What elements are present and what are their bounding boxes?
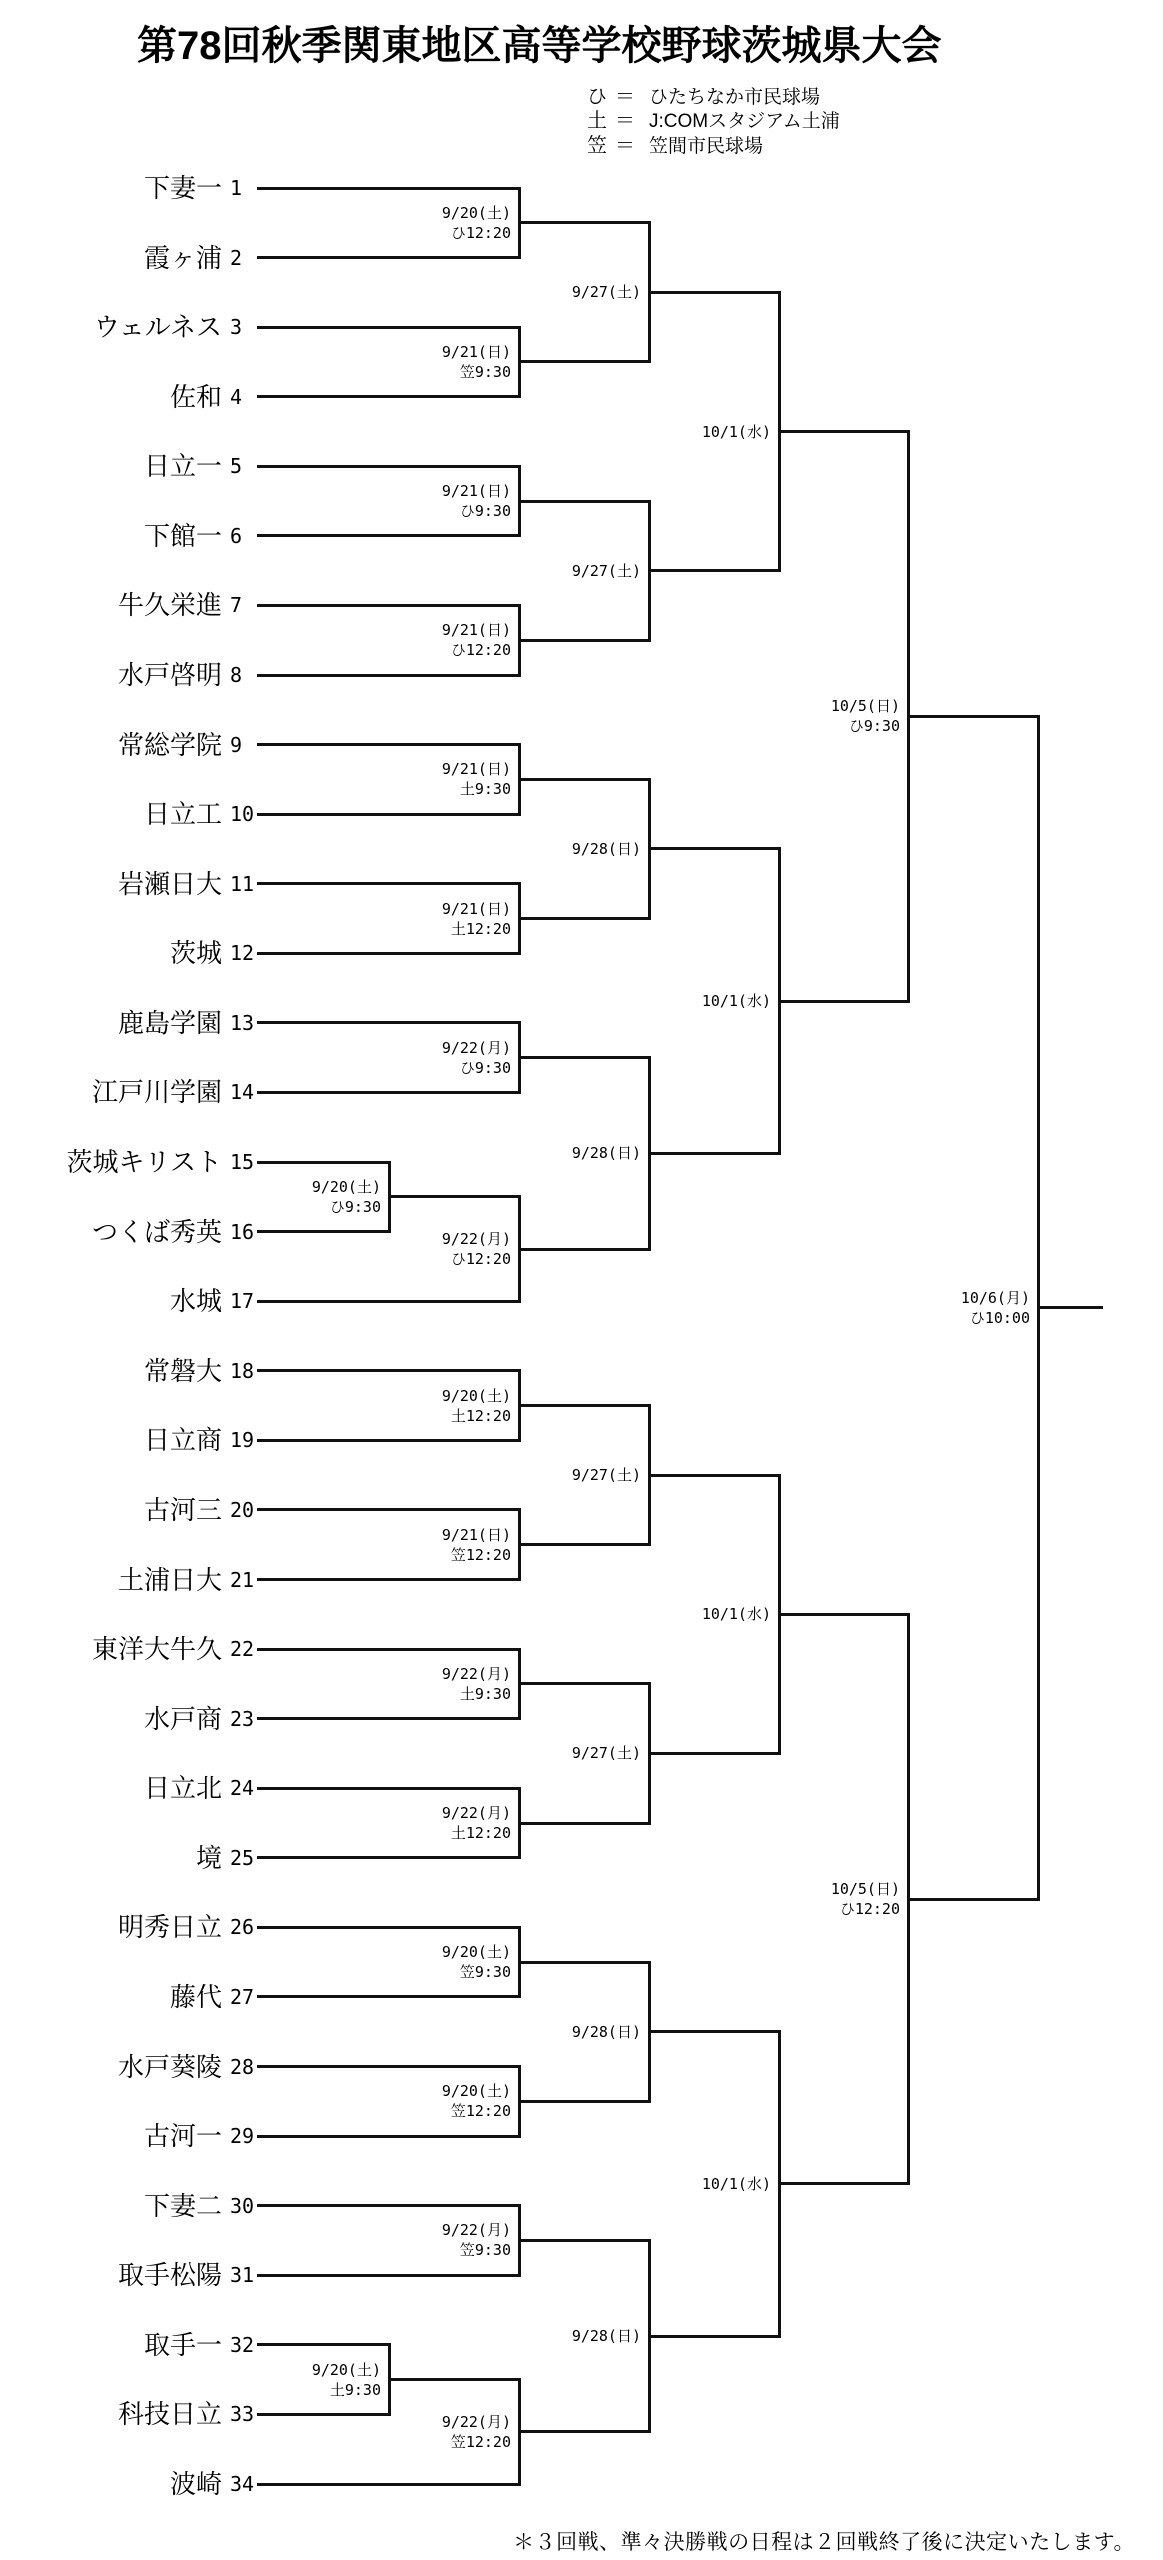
match-date: 9/22(月) [441, 2221, 511, 2240]
match-date: 9/28(日) [571, 1144, 641, 1163]
team-seed: 3 [230, 315, 243, 340]
team-line [257, 1787, 519, 1790]
match-venue-time: 笠9:30 [459, 1963, 511, 1982]
team-seed: 13 [230, 1010, 255, 1035]
team-line [257, 743, 519, 746]
team-name: 下妻一 [143, 173, 222, 203]
match-date: 9/22(月) [441, 1038, 511, 1057]
match-label [601, 2174, 771, 2194]
team-seed: 15 [230, 1150, 255, 1175]
match-venue-time: 土12:20 [450, 919, 511, 938]
match-date: 10/1(水) [701, 1605, 771, 1624]
legend-venue: ひたちなか市民球場 [649, 87, 821, 108]
match-label [601, 422, 771, 442]
match-output-line [389, 1195, 519, 1198]
team-line [257, 465, 519, 468]
team-line [257, 1300, 519, 1303]
team-seed: 23 [230, 1706, 255, 1731]
match-date: 9/21(日) [441, 482, 511, 501]
match-label [341, 899, 511, 939]
team-name: 日立北 [143, 1773, 222, 1804]
team-name: 茨城 [169, 938, 222, 969]
team-name: 鹿島学園 [117, 1007, 222, 1038]
match-date: 9/27(土) [571, 1466, 641, 1485]
match-label [471, 561, 641, 581]
match-date: 9/21(日) [441, 621, 511, 640]
team-line [257, 2065, 519, 2068]
team-line [257, 1648, 519, 1651]
match-date: 10/1(水) [701, 992, 771, 1011]
team-line [257, 2343, 389, 2346]
match-output-line [519, 778, 649, 781]
team-line [257, 1926, 519, 1929]
legend-symbol: 笠 [587, 135, 607, 157]
team-name: 古河一 [143, 2121, 222, 2152]
team-name: 古河三 [143, 1494, 222, 1525]
match-label [341, 481, 511, 521]
match-date: 9/27(土) [571, 561, 641, 580]
legend-symbol: ひ [587, 86, 607, 108]
match-date: 9/21(日) [441, 899, 511, 918]
match-output-line [519, 2430, 649, 2433]
team-line [257, 1161, 389, 1164]
team-name: ウェルネス [93, 312, 222, 343]
match-date: 9/20(土) [311, 2360, 381, 2379]
team-line [257, 813, 519, 816]
legend-separator: ＝ [615, 110, 635, 132]
team-seed: 1 [230, 176, 243, 200]
team-line [257, 1021, 519, 1024]
match-label [341, 1942, 511, 1982]
match-label [211, 1177, 381, 1217]
match-venue-time: 土9:30 [459, 1684, 511, 1703]
team-seed: 8 [230, 663, 243, 688]
match-date: 10/1(水) [701, 422, 771, 441]
team-seed: 18 [230, 1358, 255, 1383]
match-label [471, 1465, 641, 1485]
match-date: 9/28(日) [571, 2327, 641, 2346]
match-output-line [779, 430, 908, 433]
match-label [860, 1288, 1030, 1328]
team-seed: 16 [230, 1219, 255, 1244]
team-name: 水戸啓明 [117, 660, 222, 691]
team-name: 下妻二 [143, 2190, 222, 2221]
team-line [257, 187, 519, 190]
match-date: 9/21(日) [441, 342, 511, 361]
match-label [341, 759, 511, 799]
team-name: 取手松陽 [117, 2260, 222, 2291]
legend-symbol: 土 [587, 110, 607, 132]
team-line [257, 534, 519, 537]
match-venue-time: 笠9:30 [459, 362, 511, 381]
match-label [471, 2326, 641, 2346]
team-seed: 34 [230, 2472, 255, 2496]
match-output-line [649, 291, 779, 294]
team-seed: 29 [230, 2124, 255, 2149]
match-label [471, 1743, 641, 1763]
team-seed: 22 [230, 1637, 255, 1662]
team-name: 霞ヶ浦 [143, 242, 222, 273]
match-label [601, 991, 771, 1011]
match-date: 10/5(日) [830, 1880, 900, 1899]
team-seed: 25 [230, 1845, 255, 1870]
match-venue-time: ひ9:30 [848, 717, 900, 736]
match-output-line [519, 2100, 649, 2103]
team-line [257, 1369, 519, 1372]
match-label [471, 282, 641, 302]
team-seed: 19 [230, 1428, 255, 1453]
legend-venue: 笠間市民球場 [649, 136, 764, 157]
team-line [257, 1508, 519, 1511]
team-seed: 7 [230, 593, 243, 618]
match-output-line [519, 917, 649, 920]
match-venue-time: 笠12:20 [450, 2102, 511, 2121]
team-name: 岩瀬日大 [117, 868, 222, 899]
match-label [471, 2022, 641, 2042]
match-output-line [649, 2335, 779, 2338]
match-output-line [649, 847, 779, 850]
match-label [341, 1664, 511, 1704]
match-date: 9/28(日) [571, 839, 641, 858]
match-label [211, 2360, 381, 2400]
team-seed: 20 [230, 1497, 255, 1522]
match-label [341, 1803, 511, 1843]
match-date: 9/20(土) [441, 1943, 511, 1962]
team-name: 取手一 [143, 2329, 222, 2360]
match-date: 9/20(土) [441, 1386, 511, 1405]
team-line [257, 395, 519, 398]
match-output-line [519, 1682, 649, 1685]
match-output-line [519, 1248, 649, 1251]
team-name: 水戸葵陵 [117, 2051, 222, 2082]
team-seed: 11 [230, 871, 255, 896]
match-output-line [519, 360, 649, 363]
team-name: 常総学院 [117, 729, 222, 760]
match-output-line [779, 1000, 908, 1003]
team-line [257, 1439, 519, 1442]
team-line [257, 882, 519, 885]
team-name: 東洋大牛久 [91, 1634, 222, 1665]
team-name: 日立一 [143, 451, 222, 482]
team-line [257, 256, 519, 259]
footnote: ＊３回戦、準々決勝戦の日程は２回戦終了後に決定いたします。 [513, 2531, 1135, 2554]
team-name: 下館一 [143, 520, 222, 551]
match-output-line [519, 1543, 649, 1546]
match-output-line [519, 2239, 649, 2242]
team-seed: 6 [230, 523, 243, 548]
team-name: 科技日立 [117, 2399, 222, 2430]
team-name: 明秀日立 [117, 1912, 222, 1943]
match-date: 9/20(土) [441, 2082, 511, 2101]
match-label [341, 1386, 511, 1426]
team-name: 牛久栄進 [117, 590, 222, 621]
team-line [257, 2274, 519, 2277]
match-date: 9/28(日) [571, 2022, 641, 2041]
team-line [257, 1856, 519, 1859]
match-venue-time: ひ10:00 [969, 1308, 1030, 1327]
match-label [341, 1525, 511, 1565]
team-name: 日立工 [143, 799, 222, 830]
match-venue-time: 土9:30 [329, 2380, 381, 2399]
team-line [257, 1995, 519, 1998]
team-name: 藤代 [169, 1981, 222, 2012]
match-date: 9/21(日) [441, 1525, 511, 1544]
match-venue-time: ひ12:20 [450, 1250, 511, 1269]
legend-row [587, 129, 763, 158]
match-date: 9/20(土) [441, 203, 511, 222]
match-output-line [649, 2030, 779, 2033]
match-output-line [779, 2182, 908, 2185]
match-output-line [519, 639, 649, 642]
team-seed: 12 [230, 941, 255, 966]
team-seed: 28 [230, 2054, 255, 2079]
team-seed: 31 [230, 2263, 255, 2288]
match-venue-time: 笠9:30 [459, 2241, 511, 2260]
match-venue-time: ひ12:20 [450, 223, 511, 242]
team-seed: 24 [230, 1776, 255, 1801]
team-seed: 14 [230, 1080, 255, 1105]
match-label [730, 696, 900, 736]
match-label [341, 1229, 511, 1269]
match-label [341, 203, 511, 243]
match-output-line [519, 1056, 649, 1059]
match-output-line [519, 1404, 649, 1407]
team-name: 茨城キリスト [66, 1147, 222, 1178]
team-seed: 30 [230, 2193, 255, 2218]
team-seed: 2 [230, 245, 243, 270]
match-output-line [649, 1152, 779, 1155]
team-name: 江戸川学園 [91, 1077, 222, 1108]
team-line [257, 1091, 519, 1094]
team-name: 日立商 [143, 1425, 222, 1456]
legend-separator: ＝ [615, 86, 635, 108]
team-name: 常磐大 [143, 1355, 222, 1386]
team-seed: 17 [230, 1289, 255, 1314]
match-date: 9/22(月) [441, 2412, 511, 2431]
team-line [257, 2135, 519, 2138]
match-venue-time: ひ9:30 [459, 1058, 511, 1077]
team-seed: 4 [230, 384, 243, 409]
match-date: 9/20(土) [311, 1177, 381, 1196]
team-line [257, 604, 519, 607]
match-output-line [519, 1961, 649, 1964]
match-date: 9/27(土) [571, 283, 641, 302]
team-seed: 21 [230, 1567, 255, 1592]
match-output-line [519, 500, 649, 503]
match-output-line [779, 1613, 908, 1616]
match-venue-time: ひ9:30 [329, 1197, 381, 1216]
team-seed: 32 [230, 2332, 255, 2357]
match-date: 9/22(月) [441, 1664, 511, 1683]
match-date: 9/21(日) [441, 760, 511, 779]
match-output-line [519, 221, 649, 224]
team-name: 境 [195, 1842, 222, 1873]
match-date: 9/22(月) [441, 1230, 511, 1249]
page-title: 第78回秋季関東地区高等学校野球茨城県大会 [137, 24, 942, 68]
match-label [341, 2412, 511, 2452]
legend-separator: ＝ [615, 135, 635, 157]
match-label [341, 342, 511, 382]
match-date: 9/27(土) [571, 1744, 641, 1763]
match-output-line [649, 1752, 779, 1755]
match-label [730, 1879, 900, 1919]
team-line [257, 2483, 519, 2486]
team-line [257, 326, 519, 329]
team-seed: 5 [230, 454, 243, 479]
team-name: 波崎 [169, 2469, 222, 2499]
team-line [257, 1717, 519, 1720]
team-name: つくば秀英 [91, 1216, 222, 1247]
match-label [341, 1038, 511, 1078]
match-label [471, 839, 641, 859]
match-output-line [908, 1898, 1038, 1901]
team-seed: 33 [230, 2402, 255, 2427]
match-date: 10/6(月) [960, 1288, 1030, 1307]
team-name: 水戸商 [143, 1703, 222, 1734]
match-output-line [908, 715, 1038, 718]
match-venue-time: ひ9:30 [459, 502, 511, 521]
match-label [601, 1604, 771, 1624]
team-name: 佐和 [169, 381, 222, 412]
team-line [257, 952, 519, 955]
match-venue-time: 土12:20 [450, 1824, 511, 1843]
match-label [471, 1143, 641, 1163]
match-venue-time: ひ12:20 [450, 641, 511, 660]
match-date: 9/22(月) [441, 1804, 511, 1823]
match-output-line [649, 569, 779, 572]
team-seed: 9 [230, 732, 243, 757]
match-date: 10/1(水) [701, 2174, 771, 2193]
team-line [257, 1578, 519, 1581]
team-seed: 27 [230, 1984, 255, 2009]
match-venue-time: ひ12:20 [839, 1900, 900, 1919]
team-line [257, 2204, 519, 2207]
match-venue-time: 笠12:20 [450, 2432, 511, 2451]
team-seed: 26 [230, 1915, 255, 1940]
match-date: 10/5(日) [830, 697, 900, 716]
match-output-line [649, 1474, 779, 1477]
team-name: 土浦日大 [117, 1564, 222, 1595]
match-output-line [519, 1822, 649, 1825]
winner-line [1038, 1306, 1103, 1309]
team-name: 水城 [169, 1286, 222, 1317]
match-label [341, 2220, 511, 2260]
team-line [257, 674, 519, 677]
match-output-line [389, 2378, 519, 2381]
team-seed: 10 [230, 802, 255, 827]
match-label [341, 2081, 511, 2121]
match-venue-time: 土9:30 [459, 780, 511, 799]
match-venue-time: 土12:20 [450, 1406, 511, 1425]
match-label [341, 620, 511, 660]
legend-venue: J:COMスタジアム土浦 [649, 111, 840, 132]
match-venue-time: 笠12:20 [450, 1545, 511, 1564]
